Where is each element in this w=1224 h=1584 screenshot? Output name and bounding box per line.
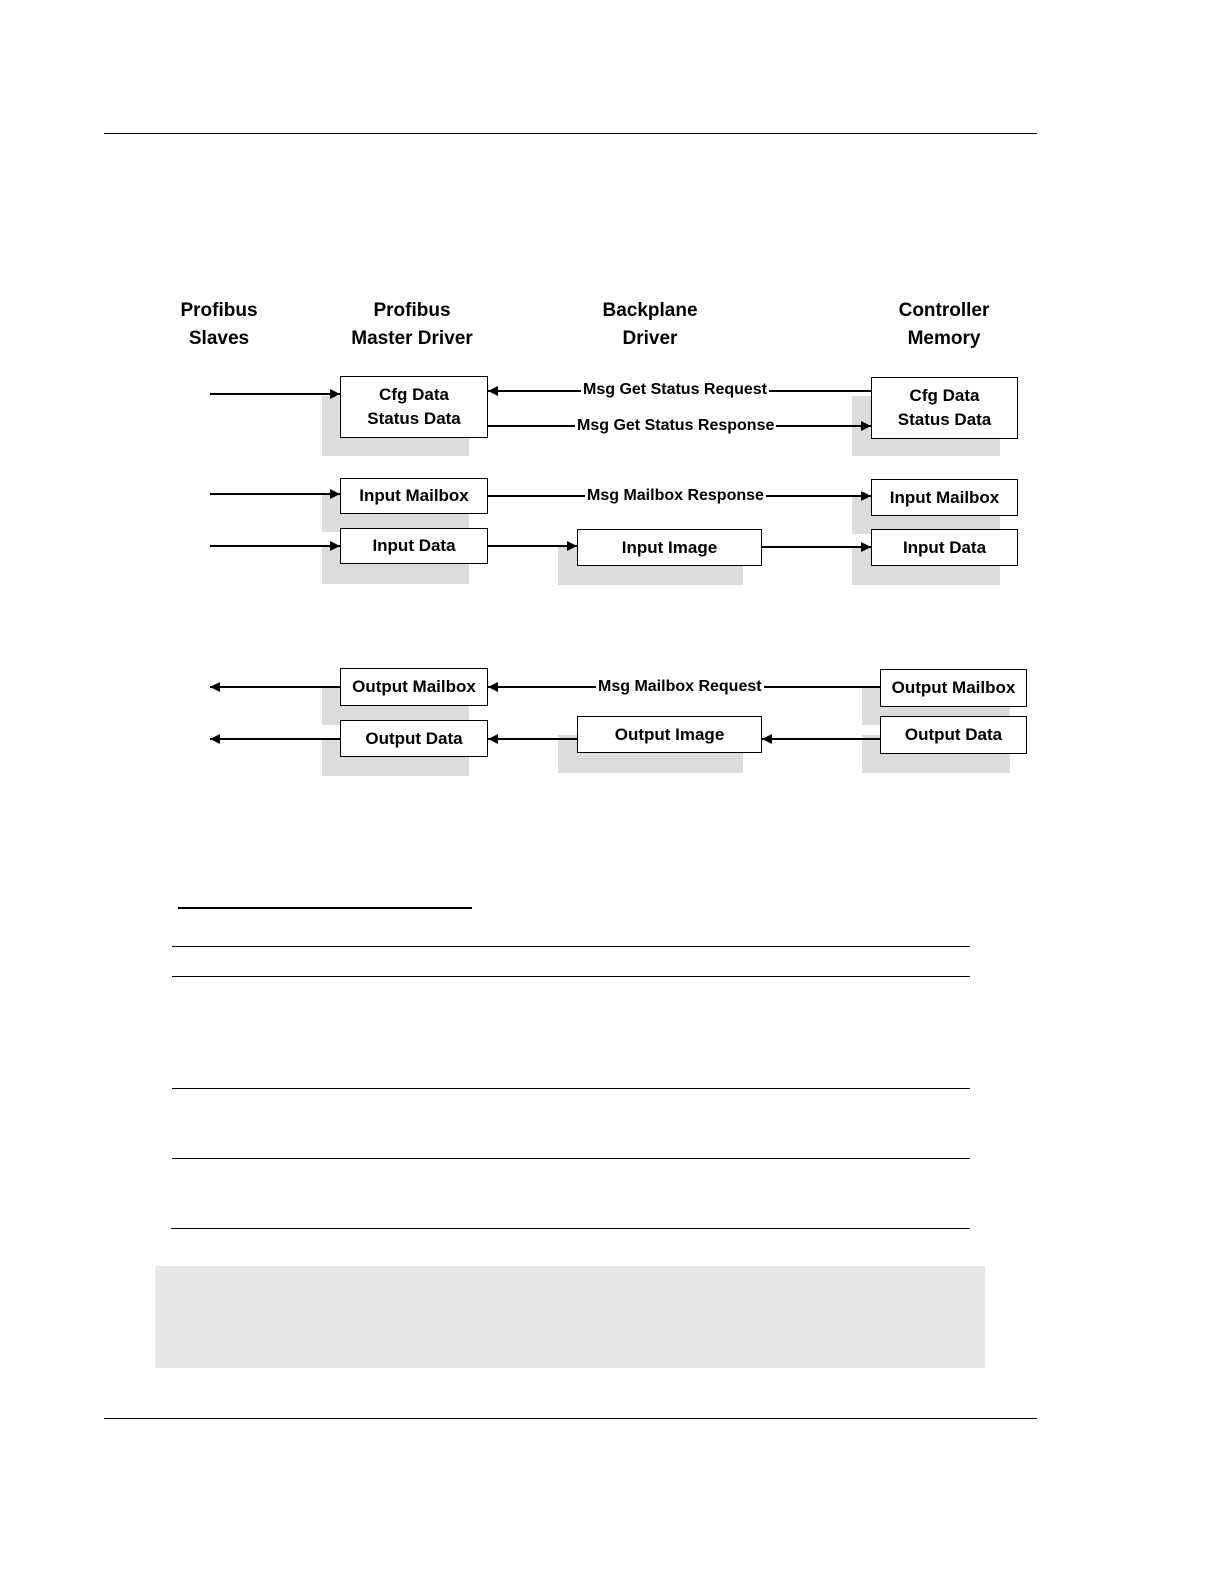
box-line-1: Cfg Data	[909, 386, 980, 405]
master-output-data-box: Output Data	[340, 720, 488, 757]
heading-line-2: Memory	[907, 328, 981, 349]
heading-line-1: Profibus	[180, 300, 258, 321]
controller-input-data-box: Input Data	[871, 529, 1018, 566]
master-cfg-status-box	[340, 376, 488, 438]
label-msg-get-status-request: Msg Get Status Request	[583, 381, 768, 398]
box-line-1: Cfg Data	[379, 385, 449, 404]
controller-cfg-status-box	[871, 377, 1018, 439]
heading-line-1: Controller	[898, 300, 990, 321]
controller-input-mailbox-box: Input Mailbox	[871, 479, 1018, 516]
note-box	[155, 1266, 985, 1368]
master-input-data-box: Input Data	[340, 528, 488, 564]
heading-line-1: Backplane	[602, 300, 698, 321]
label-msg-get-status-response: Msg Get Status Response	[577, 417, 775, 434]
heading-line-2: Driver	[622, 328, 678, 349]
controller-output-data-box: Output Data	[880, 716, 1027, 754]
master-output-mailbox-box: Output Mailbox	[340, 668, 488, 706]
backplane-output-image-box: Output Image	[577, 716, 762, 753]
backplane-input-image-box: Input Image	[577, 529, 762, 566]
box-line-2: Status Data	[367, 409, 461, 428]
label-msg-mailbox-response: Msg Mailbox Response	[587, 487, 764, 504]
controller-output-mailbox-box: Output Mailbox	[880, 669, 1027, 707]
label-msg-mailbox-request: Msg Mailbox Request	[598, 678, 762, 695]
table-rule	[172, 1158, 970, 1159]
heading-line-1: Profibus	[373, 300, 451, 321]
heading-line-2: Master Driver	[351, 328, 473, 349]
table-rule	[171, 1228, 970, 1229]
table-rule	[172, 946, 970, 947]
box-line-2: Status Data	[897, 410, 992, 429]
table-title-underline	[178, 907, 472, 909]
table-rule	[172, 1088, 970, 1089]
master-input-mailbox-box: Input Mailbox	[340, 478, 488, 514]
heading-line-2: Slaves	[188, 328, 250, 349]
table-rule	[172, 976, 970, 977]
